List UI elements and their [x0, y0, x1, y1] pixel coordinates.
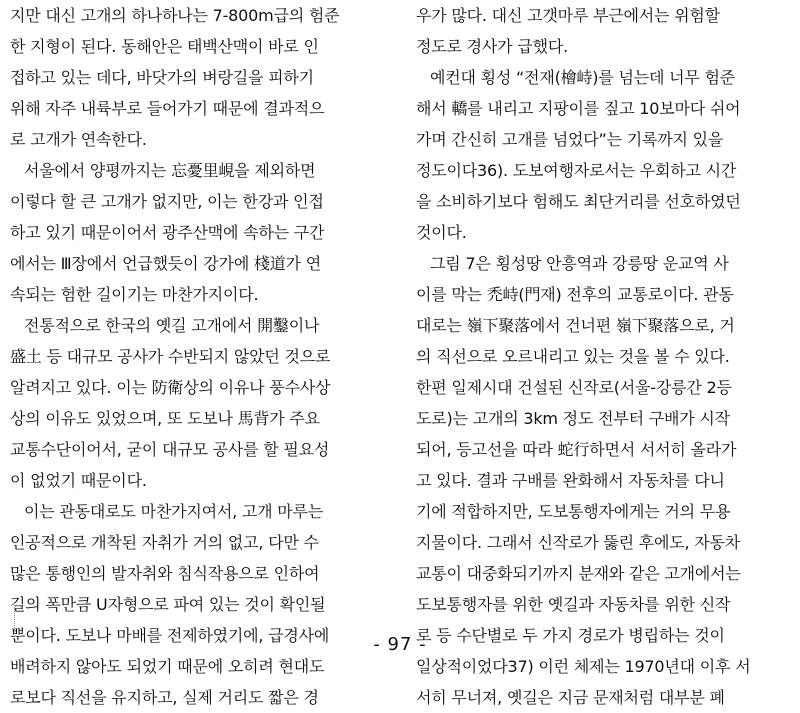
text-line: 속되는 험한 길이기는 마찬가지이다. [10, 285, 259, 304]
text-line: 지물이다. 그래서 신작로가 뚫린 후에도, 자동차 [416, 533, 741, 552]
text-line: 전통적으로 한국의 옛길 고개에서 開鑿이나 [24, 316, 320, 335]
text-line: 을 소비하기보다 험해도 최단거리를 선호하였던 [416, 192, 741, 211]
text-line: 이렇다 할 큰 고개가 없지만, 이는 한강과 인접 [10, 192, 324, 211]
text-line: 접하고 있는 데다, 바닷가의 벼랑길을 피하기 [10, 68, 314, 87]
text-line: 이 없었기 때문이다. [10, 471, 147, 490]
text-line: 고 있다. 결과 구배를 완화해서 자동차를 다니 [416, 471, 725, 490]
text-line: 뿐이다. 도보나 마배를 전제하였기에, 급경사에 [10, 626, 330, 645]
text-line: 해서 轎를 내리고 지팡이를 짚고 10보마다 쉬어 [416, 99, 741, 118]
margin-mark [14, 602, 16, 630]
text-line: 이를 막는 禿峙(門재) 전후의 교통로이다. 관동 [416, 285, 734, 304]
right-column [416, 0, 792, 713]
paragraph [416, 62, 792, 248]
text-line: 그림 7은 횡성땅 안흥역과 강릉땅 운교역 사 [430, 254, 729, 273]
text-line: 대로는 嶺下聚落에서 건너편 嶺下聚落으로, 거 [416, 316, 735, 335]
text-line: 도로)는 고개의 3km 정도 전부터 구배가 시작 [416, 409, 730, 428]
text-line: 盛土 등 대규모 공사가 수반되지 않았던 것으로 [10, 347, 331, 366]
text-line: 일상적이었다37) 이런 체제는 1970년대 이후 서 [416, 657, 751, 676]
text-line: 하고 있기 때문이어서 광주산맥에 속하는 구간 [10, 223, 325, 242]
text-line: 한편 일제시대 건설된 신작로(서울-강릉간 2등 [416, 378, 732, 397]
text-line: 배려하지 않아도 되었기 때문에 오히려 현대도 [10, 657, 325, 676]
text-line: 정도이다36). 도보여행자로서는 우회하고 시간 [416, 161, 737, 180]
text-line: 로 등 수단별로 두 가지 경로가 병립하는 것이 [416, 626, 725, 645]
text-line: 에서는 Ⅲ장에서 언급했듯이 강가에 棧道가 연 [10, 254, 321, 273]
text-line: 상의 이유도 있었으며, 또 도보나 馬背가 주요 [10, 409, 320, 428]
text-line: 로 고개가 연속한다. [10, 130, 147, 149]
text-line: 도보통행자를 위한 옛길과 자동차를 위한 신작 [416, 595, 731, 614]
text-line: 위해 자주 내륙부로 들어가기 때문에 결과적으 [10, 99, 325, 118]
paragraph [10, 0, 390, 155]
paragraph [10, 310, 390, 496]
text-line: 기에 적합하지만, 도보통행자에게는 거의 무용 [416, 502, 731, 521]
text-line: 우가 많다. 대신 고갯마루 부근에서는 위험할 [416, 6, 720, 25]
text-line: 것이다. [416, 223, 467, 242]
text-line: 길의 폭만큼 U자형으로 파여 있는 것이 확인될 [10, 595, 326, 614]
text-line: 교통수단이어서, 굳이 대규모 공사를 할 필요성 [10, 440, 330, 459]
text-line: 이는 관동대로도 마찬가지여서, 고개 마루는 [24, 502, 324, 521]
text-line: 교통이 대중화되기까지 분재와 같은 고개에서는 [416, 564, 741, 583]
text-line: 예컨대 횡성 “전재(檜峙)를 넘는데 너무 험준 [430, 68, 736, 87]
text-line: 서히 무너져, 옛길은 지금 문재처럼 대부분 폐 [416, 688, 725, 707]
text-line: 서울에서 양평까지는 忘憂里峴을 제외하면 [24, 161, 316, 180]
text-line: 의 직선으로 오르내리고 있는 것을 볼 수 있다. [416, 347, 730, 366]
paragraph [10, 496, 390, 713]
text-line: 지만 대신 고개의 하나하나는 7-800m급의 험준 [10, 6, 340, 25]
text-line: 되어, 등고선을 따라 蛇行하면서 서서히 올라가 [416, 440, 737, 459]
text-line: 인공적으로 개착된 자취가 거의 없고, 다만 수 [10, 533, 319, 552]
text-line: 로보다 직선을 유지하고, 실제 거리도 짧은 경 [10, 688, 319, 707]
paragraph [10, 155, 390, 310]
text-line: 가며 간신히 고개를 넘었다”는 기록까지 있을 [416, 130, 724, 149]
text-line: 많은 통행인의 발자취와 침식작용으로 인하여 [10, 564, 320, 583]
paragraph [416, 0, 792, 62]
text-line: 한 지형이 된다. 동해안은 태백산맥이 바로 인 [10, 37, 319, 56]
page-number: - 97 - [373, 634, 427, 655]
text-line: 정도로 경사가 급했다. [416, 37, 568, 56]
left-column [10, 0, 390, 713]
text-line: 알려지고 있다. 이는 防衛상의 이유나 풍수사상 [10, 378, 331, 397]
